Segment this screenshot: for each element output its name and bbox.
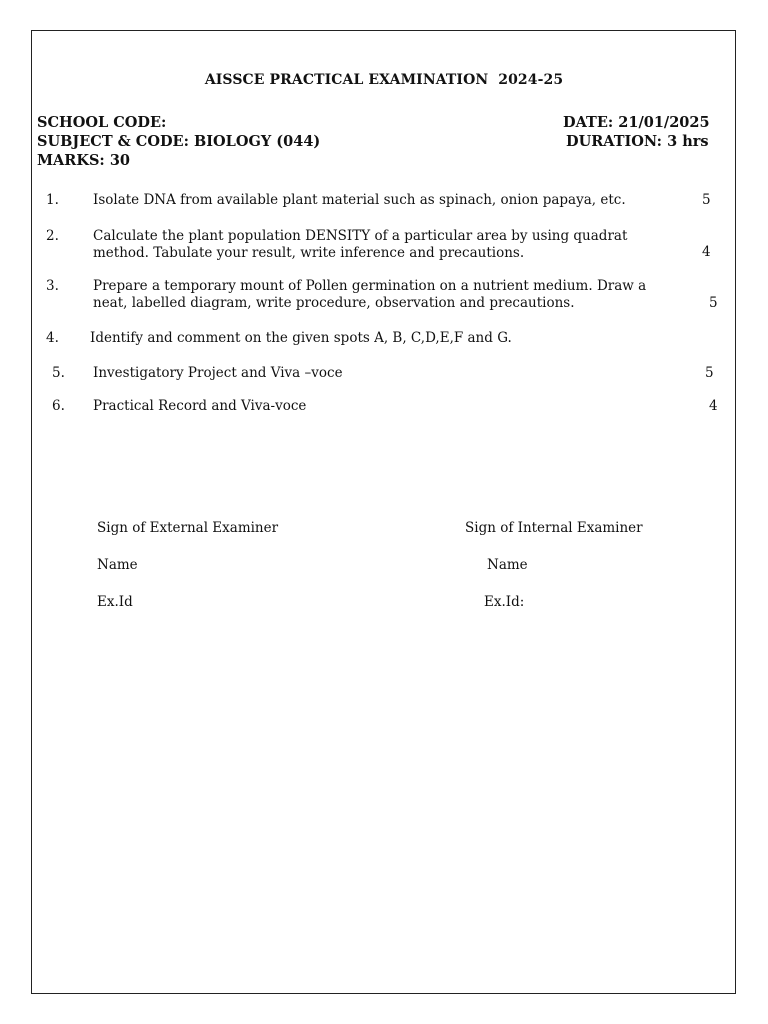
question-line: Investigatory Project and Viva –voce [93,365,343,381]
page-border [31,30,736,994]
question-text [93,398,306,415]
question-marks: 4 [709,398,718,414]
question-line: Practical Record and Viva-voce [93,398,307,414]
exam-title: AISSCE PRACTICAL EXAMINATION 2024-25 [204,72,564,88]
external-examiner-id-label: Ex.Id [97,594,133,610]
question-number: 2. [46,228,59,244]
question-text [93,365,343,382]
question-number: 6. [52,398,65,414]
question-line: method. Tabulate your result, write inference and precautions. [93,245,525,261]
internal-examiner-name-label: Name [487,557,528,573]
question-text [93,228,627,262]
question-number: 1. [46,192,59,208]
question-line: neat, labelled diagram, write procedure, observation and precautions. [93,295,575,311]
question-line: Isolate DNA from available plant material such as spinach, onion papaya, etc. [93,192,626,208]
school-code-label: SCHOOL CODE: [37,114,167,131]
question-number: 5. [52,365,65,381]
question-line: Prepare a temporary mount of Pollen germination on a nutrient medium. Draw a [93,278,647,294]
external-examiner-name-label: Name [97,557,138,573]
question-marks: 5 [709,295,718,311]
internal-examiner-id-label: Ex.Id: [484,594,525,610]
question-line: Identify and comment on the given spots A, B, C,D,E,F and G. [90,330,512,346]
question-number: 3. [46,278,59,294]
question-number: 4. [46,330,59,346]
question-marks: 5 [705,365,714,381]
exam-date: DATE: 21/01/2025 [563,114,710,131]
question-marks: 5 [702,192,711,208]
question-marks: 4 [702,244,711,260]
question-text [93,192,626,209]
exam-duration: DURATION: 3 hrs [566,133,709,150]
question-line: Calculate the plant population DENSITY of a particular area by using quadrat [93,228,628,244]
question-text [93,278,646,312]
external-examiner-sign-label: Sign of External Examiner [97,520,279,536]
question-text [90,330,512,347]
subject-code: SUBJECT & CODE: BIOLOGY (044) [37,133,321,150]
total-marks: MARKS: 30 [37,152,131,169]
internal-examiner-sign-label: Sign of Internal Examiner [465,520,643,536]
